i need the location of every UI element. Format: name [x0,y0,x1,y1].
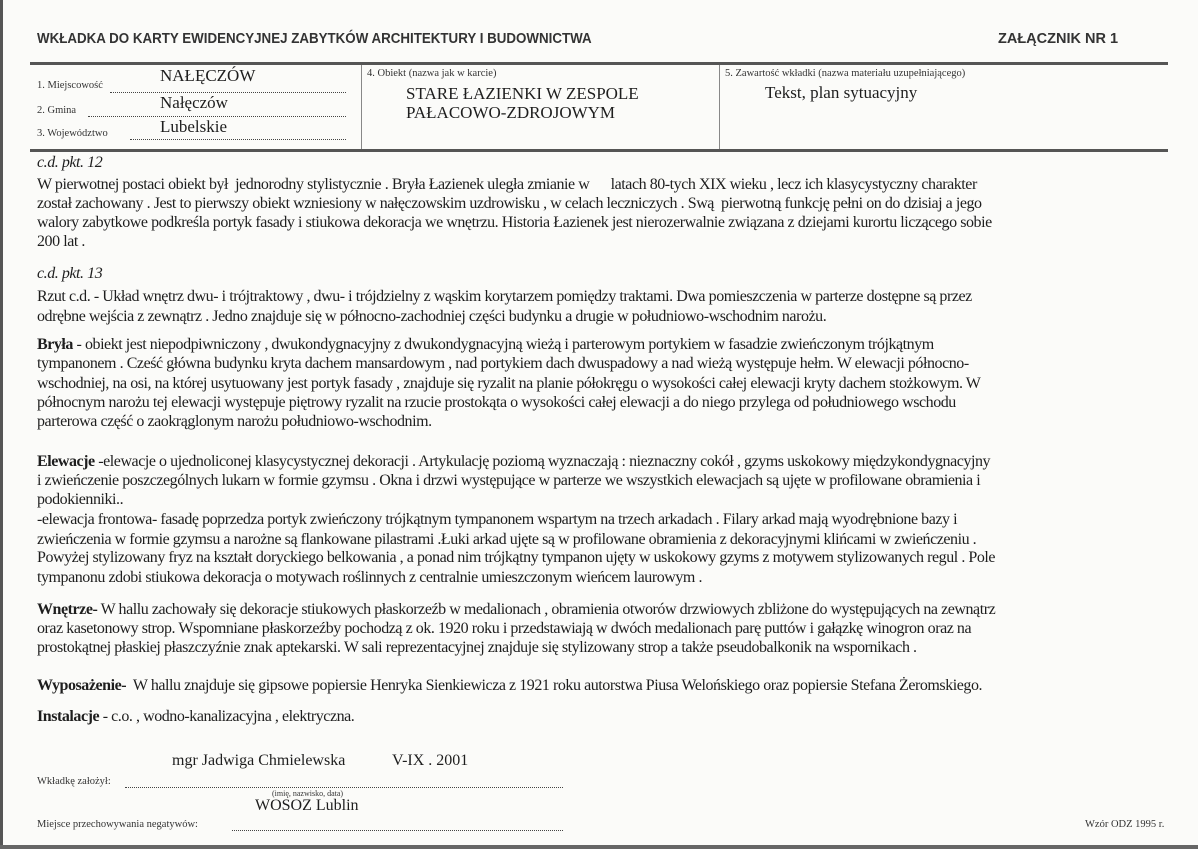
divider [30,62,1168,65]
text-line [37,393,956,412]
text-line [37,676,982,695]
line-text: walory zabytkowe podkreśla portyk fasady i stiukowa dekoracja we wnętrzu. Historia Łazienek jest nierozerwalnie związana z dziejami kurortu liczącego sobie [37,214,992,231]
line-text: -elewacje o ujednoliconej klasycystycznej dekoracji . Artykulację poziomą wyznaczają : nieznaczny cokół , gzyms uskokowy międzykondygnacyjny [94,453,991,470]
text-line [37,707,354,726]
section-lead: Elewacje [37,453,95,470]
line-text: W hallu zachowały się dekoracje stiukowych płaskorzeźb w medalionach , obramienia otworów drzwiowych zbliżone do występujących na zewnątrz [97,601,996,618]
line-text: - c.o. , wodno-kanalizacyjna , elektryczna. [99,708,355,725]
scan-edge [0,845,1198,849]
object-value: STARE ŁAZIENKI W ZESPOLE [406,84,639,103]
dotted-line [232,830,563,831]
text-line [37,490,123,509]
object-value: PAŁACOWO-ZDROJOWYM [406,103,616,122]
line-text: podokienniki.. [37,491,124,508]
section-lead: Wnętrze- [37,601,98,618]
commune-label: 2. Gmina [37,105,77,116]
line-text: północnym narożu tej elewacji występuje piętrowy ryzalit na rzucie prostokąta o wysokości całej elewacji a do niego przylega od południowego wschodu [37,394,956,411]
commune-value: Nałęczów [160,93,228,112]
voivodeship-value: Lubelskie [160,117,228,136]
document-title: WKŁADKA DO KARTY EWIDENCYJNEJ ZABYTKÓW ARCHITEKTURY I BUDOWNICTWA [37,31,592,47]
contents-label: 5. Zawartość wkładki (nazwa materiału uzupełniającego) [725,68,966,79]
line-text: - obiekt jest niepodpiwniczony , dwukondygnacyjny z dwukondygnacyjną wieżą i parterowym portykiem w fasadzie zwieńczonym trójkątnym [72,336,934,353]
line-text: i zwieńczenie poszczególnych lukarn w formie gzymsu . Okna i drzwi występujące w parterze we wszystkich elewacjach są ujęte w profilowane obramienia i [37,472,981,489]
text-line [37,568,702,587]
text-line [37,213,992,232]
text-line [37,232,85,251]
voivodeship-label: 3. Województwo [37,128,108,139]
line-text: zwieńczenia w formie gzymsu a narożne są flankowane pilastrami .Łuki arkad ujęte są w profilowane obramienia z dekoracyjnymi klińcami w zwieńczeniu . [37,531,977,548]
created-by-hint: (imię, nazwisko, data) [272,789,344,798]
line-text: prostokątnej płaskiej płaszczyźnie znak aptekarski. W sali reprezentacyjnej znajduje się stylizowany strop a także pseudobalkonik na wspornikach . [37,639,917,656]
text-line [37,194,982,213]
text-line [37,412,432,431]
text-line [37,510,957,529]
section-lead: Bryła [37,336,73,353]
line-text: 200 lat . [37,233,85,250]
created-by-label: Wkładkę założył: [37,776,111,787]
line-text: parterowa część o zaokrąglonym narożu południowo-wschodnim. [37,413,432,430]
text-line [37,374,980,393]
form-version: Wzór ODZ 1995 r. [1085,819,1165,830]
author-date: V-IX . 2001 [392,752,469,769]
contents-value: Tekst, plan sytuacyjny [765,83,918,102]
text-line [37,471,980,490]
dotted-line [125,787,563,788]
text-line [37,619,971,638]
annex-number: ZAŁĄCZNIK NR 1 [998,31,1119,47]
line-text: W pierwotnej postaci obiekt był jednorodny stylistycznie . Bryła Łazienek uległa zmianie w latach 80-tych XIX wieku , lecz ich klasycystyczny charakter [37,176,977,193]
section-heading: c.d. pkt. 13 [37,265,103,282]
line-text: został zachowany . Jest to pierwszy obiekt wzniesiony w nałęczowskim uzdrowisku , w celach leczniczych . Swą pierwotną funkcję pełni on do dzisiaj a jego [37,195,982,212]
line-text: tympanonem . Cześć główna budynku kryta dachem mansardowym , nad portykiem dach dwuspadowy a nad wieżą występuje hełm. W elewacji północno- [37,355,969,372]
locality-value: NAŁĘCZÓW [160,66,256,85]
scan-edge [0,0,3,849]
storage-value: WOSOZ Lublin [255,797,359,814]
line-text: oraz kasetonowy strop. Wspomniane płaskorzeźby pochodzą z ok. 1920 roku i przedstawiają w dwóch medalionach parę puttów i gałązkę winogron oraz na [37,620,972,637]
divider [361,65,362,149]
author-name: mgr Jadwiga Chmielewska [172,752,346,769]
text-line [37,307,826,326]
line-text: odrębne wejścia z zewnątrz . Jedno znajduje się w północno-zachodniej części budynku a drugie w południowo-wschodnim narożu. [37,308,827,325]
object-label: 4. Obiekt (nazwa jak w karcie) [367,68,497,79]
divider [719,65,720,149]
dotted-line [130,139,346,140]
storage-label: Miejsce przechowywania negatywów: [37,819,198,830]
line-text: -elewacja frontowa- fasadę poprzedza portyk zwieńczony trójkątnym tympanonem wspartym na trzech arkadach . Filary arkad mają wyodrębnione bazy i [37,511,958,528]
section-lead: Wyposażenie- [37,677,127,694]
line-text: Powyżej stylizowany fryz na kształt doryckiego belkowania , a ponad nim trójkątny tympanon ujęty w uskokowy gzyms z motywem stylizowanych regul . Pole [37,549,996,566]
locality-label: 1. Miejscowość [37,80,103,91]
section-heading: c.d. pkt. 12 [37,154,103,171]
text-line [37,354,969,373]
text-line [37,600,995,619]
dotted-line [110,92,346,93]
line-text: Rzut c.d. - Układ wnętrz dwu- i trójtraktowy , dwu- i trójdzielny z wąskim korytarzem pomiędzy traktami. Dwa pomieszczenia w parterze dostępne są przez [37,288,972,305]
text-line [37,638,917,657]
text-line [37,175,977,194]
line-text: W hallu znajduje się gipsowe popiersie Henryka Sienkiewicza z 1921 roku autorstwa Piusa Welońskiego oraz popiersie Stefana Żeromskiego. [126,677,983,694]
line-text: tympanonu zdobi stiukowa dekoracja o motywach roślinnych z centralnie umieszczonym wieńcem laurowym . [37,569,703,586]
text-line [37,335,934,354]
text-line [37,452,990,471]
section-lead: Instalacje [37,708,100,725]
line-text: wschodniej, na osi, na której usytuowany jest portyk fasady , znajduje się ryzalit na planie półokręgu o wysokości całej elewacji kryty dachem stożkowym. W [37,375,981,392]
divider [30,149,1168,152]
text-line [37,548,995,567]
text-line [37,530,976,549]
text-line [37,287,972,306]
